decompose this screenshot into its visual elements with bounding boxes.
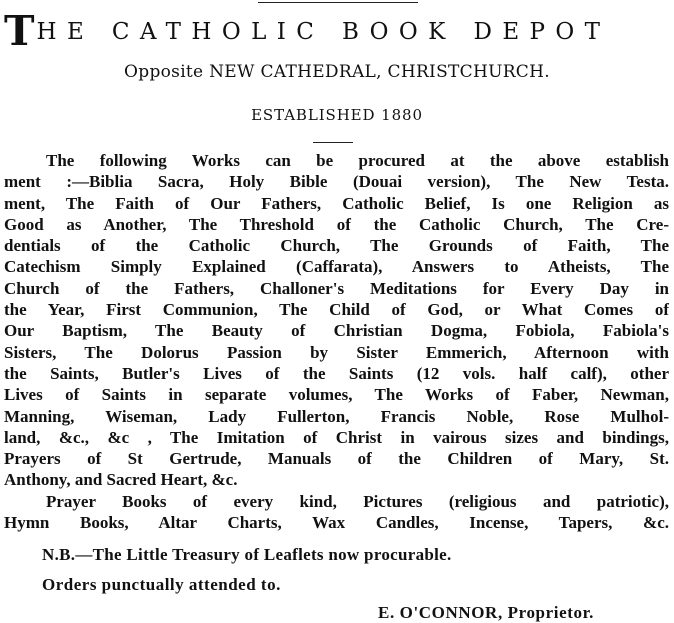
body-line: Lives of Saints in separate volumes, The Works of Faber, Newman, [4, 385, 669, 405]
proprietor-signature: E. O'CONNOR, Proprietor. [378, 603, 595, 622]
body-line: Manning, Wiseman, Lady Fullerton, Francis Noble, Rose Mulhol- [4, 406, 669, 426]
short-divider-rule [313, 142, 353, 143]
orders-note: Orders punctually attended to. [42, 575, 281, 594]
title-dropcap: T [4, 7, 37, 55]
body-line: Anthony, and Sacred Heart, &c. [4, 470, 238, 490]
body-line: Prayers of St Gertrude, Manuals of the Children of Mary, St. [4, 449, 669, 469]
top-divider-rule [258, 2, 418, 3]
body-line: Catechism Simply Explained (Caffarata), Answers to Atheists, The [4, 257, 669, 277]
body-line: Hymn Books, Altar Charts, Wax Candles, Incense, Tapers, &c. [4, 513, 669, 533]
book-list-paragraph [4, 150, 669, 533]
body-line: dentials of the Catholic Church, The Grounds of Faith, The [4, 236, 669, 256]
body-line: Church of the Fathers, Challoner's Meditations for Every Day in [4, 278, 669, 298]
body-line: Good as Another, The Threshold of the Catholic Church, The Cre- [4, 214, 669, 234]
address-subtitle: Opposite NEW CATHEDRAL, CHRISTCHURCH. [124, 62, 550, 82]
body-line: Our Baptism, The Beauty of Christian Dogma, Fobiola, Fabiola's [4, 321, 669, 341]
body-line: ment :—Biblia Sacra, Holy Bible (Douai version), The New Testa. [4, 172, 669, 192]
body-line: Prayer Books of every kind, Pictures (religious and patriotic), [46, 491, 669, 511]
body-line: Sisters, The Dolorus Passion by Sister Emmerich, Afternoon with [4, 342, 669, 362]
body-line: The following Works can be procured at the above establish [46, 151, 669, 170]
advertisement-title [4, 7, 674, 55]
body-line: the Saints, Butler's Lives of the Saints (12 vols. half calf), other [4, 363, 669, 383]
title-text: HE CATHOLIC BOOK DEPOT [36, 19, 611, 45]
body-line: ment, The Faith of Our Fathers, Catholic Belief, Is one Religion as [4, 193, 669, 213]
established-line: ESTABLISHED 1880 [251, 106, 423, 124]
body-line: land, &c., &c , The Imitation of Christ in vairous sizes and bindings, [4, 427, 669, 447]
body-line: the Year, First Communion, The Child of God, or What Comes of [4, 300, 669, 320]
nb-note: N.B.—The Little Treasury of Leaflets now procurable. [42, 545, 452, 564]
